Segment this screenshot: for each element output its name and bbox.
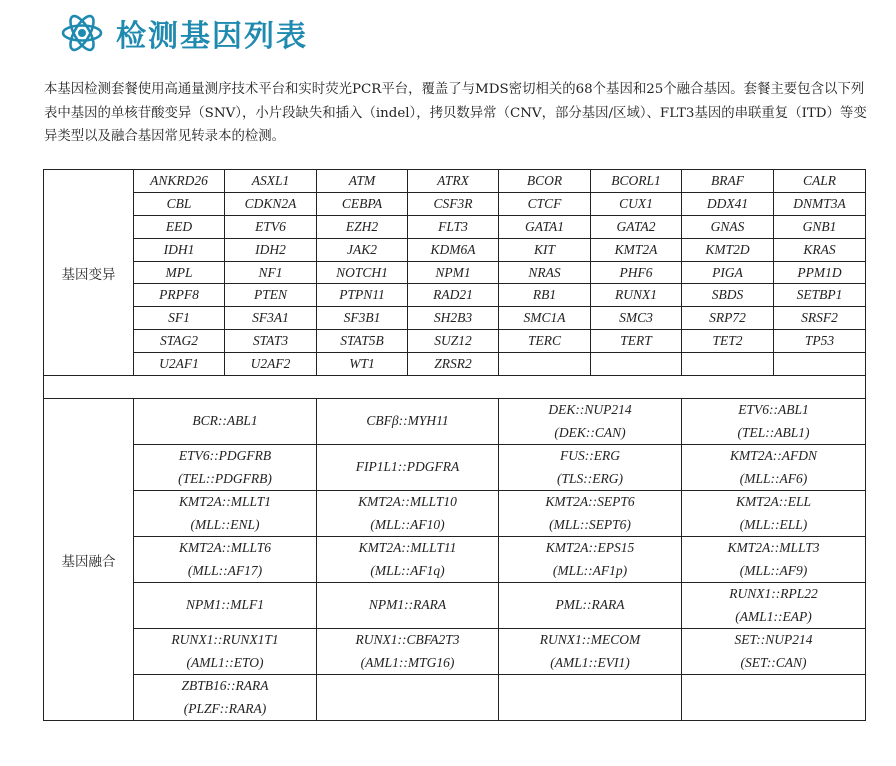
gene-cell: SRSF2 (774, 307, 866, 330)
fusion-name: RUNX1::MECOM (539, 632, 641, 648)
intro-paragraph: 本基因检测套餐使用高通量测序技术平台和实时荧光PCR平台，覆盖了与MDS密切相关的68个基因和25个融合基因。套餐主要包含以下列表中基因的单核苷酸变异（SNV），小片段缺失和插入（indel），拷贝数异常（CNV，部分基因/区域）、FLT3基因的串联重复（ITD）等变异类型以及融合基因常见转录本的检测。 (44, 82, 867, 144)
gene-cell: SETBP1 (774, 284, 866, 307)
fusion-name: KMT2A::MLLT1 (179, 494, 271, 510)
gene-cell: SMC3 (591, 307, 682, 330)
gene-cell: CBL (134, 192, 225, 215)
fusion-name: KMT2A::MLLT6 (179, 540, 271, 556)
table-row (44, 445, 866, 491)
fusion-name: RUNX1::RUNX1T1 (171, 632, 279, 648)
gene-cell: TP53 (774, 330, 866, 353)
fusion-cell (499, 537, 682, 583)
gene-cell: ASXL1 (225, 170, 317, 193)
gene-cell: ETV6 (225, 215, 317, 238)
gene-cell: PRPF8 (134, 284, 225, 307)
fusion-cell (134, 445, 317, 491)
fusion-cell (499, 445, 682, 491)
gene-cell: STAT3 (225, 330, 317, 353)
fusion-cell (682, 583, 866, 629)
fusion-name: KMT2A::MLLT11 (358, 540, 457, 556)
table-row (44, 675, 866, 721)
table-row (44, 399, 866, 445)
fusion-name: NPM1::MLF1 (186, 597, 264, 613)
gene-cell: SBDS (682, 284, 774, 307)
gene-cell: ATRX (408, 170, 499, 193)
fusion-cell (499, 675, 682, 721)
fusion-alias: (MLL::ENL) (190, 516, 260, 532)
fusion-name: BCR::ABL1 (192, 413, 258, 429)
fusion-cell (134, 583, 317, 629)
fusion-alias: (MLL::ELL) (739, 516, 808, 532)
gene-cell: BCOR (499, 170, 591, 193)
gene-cell: PTEN (225, 284, 317, 307)
gene-cell: SF3A1 (225, 307, 317, 330)
fusion-name: KMT2A::AFDN (730, 448, 817, 464)
fusion-name: NPM1::RARA (368, 597, 447, 613)
gene-cell: SMC1A (499, 307, 591, 330)
gene-cell: RUNX1 (591, 284, 682, 307)
fusion-cell (134, 399, 317, 445)
table-spacer-row (44, 376, 866, 399)
title-row (60, 8, 308, 58)
fusion-alias: (PLZF::RARA) (183, 700, 267, 716)
fusion-alias: (MLL::AF17) (187, 562, 263, 578)
gene-cell: CEBPA (317, 192, 408, 215)
gene-cell: KDM6A (408, 238, 499, 261)
table-row (44, 215, 866, 238)
gene-cell: U2AF1 (134, 353, 225, 376)
fusion-alias: (TEL::ABL1) (737, 424, 810, 440)
table-row (44, 353, 866, 376)
gene-cell: CDKN2A (225, 192, 317, 215)
fusion-cell (317, 445, 499, 491)
gene-cell: GATA1 (499, 215, 591, 238)
fusion-cell (134, 629, 317, 675)
gene-cell (682, 353, 774, 376)
fusion-cell (682, 629, 866, 675)
fusion-cell (499, 583, 682, 629)
fusion-name: FIP1L1::PDGFRA (355, 459, 460, 475)
table-row (44, 330, 866, 353)
gene-cell: KMT2D (682, 238, 774, 261)
gene-cell: WT1 (317, 353, 408, 376)
fusion-alias: (AML1::MTG16) (360, 654, 455, 670)
gene-cell: TET2 (682, 330, 774, 353)
fusion-cell (682, 445, 866, 491)
fusion-name: KMT2A::ELL (735, 494, 811, 510)
gene-cell: NRAS (499, 261, 591, 284)
gene-cell: EZH2 (317, 215, 408, 238)
table-row (44, 261, 866, 284)
gene-cell: GNB1 (774, 215, 866, 238)
gene-cell: SUZ12 (408, 330, 499, 353)
fusion-name: SET::NUP214 (734, 632, 813, 648)
fusion-alias: (MLL::AF10) (370, 516, 445, 532)
fusion-cell (682, 491, 866, 537)
page-title: 检测基因列表 (116, 19, 308, 54)
gene-cell: NOTCH1 (317, 261, 408, 284)
fusion-cell (499, 399, 682, 445)
fusion-alias: (MLL::AF1p) (552, 562, 628, 578)
gene-cell: PTPN11 (317, 284, 408, 307)
fusion-name: ETV6::ABL1 (738, 402, 809, 418)
fusion-name: KMT2A::EPS15 (545, 540, 635, 556)
gene-cell: CUX1 (591, 192, 682, 215)
fusion-alias: (DEK::CAN) (554, 424, 626, 440)
atom-icon (60, 11, 104, 55)
gene-cell: FLT3 (408, 215, 499, 238)
fusion-cell (317, 537, 499, 583)
gene-cell: BRAF (682, 170, 774, 193)
gene-cell: RB1 (499, 284, 591, 307)
fusion-name: RUNX1::CBFA2T3 (355, 632, 460, 648)
fusion-name: FUS::ERG (560, 448, 620, 464)
gene-cell: SF3B1 (317, 307, 408, 330)
fusion-cell (317, 491, 499, 537)
fusion-alias: (SET::CAN) (740, 654, 807, 670)
gene-cell: SH2B3 (408, 307, 499, 330)
gene-cell: GATA2 (591, 215, 682, 238)
gene-cell: TERC (499, 330, 591, 353)
table-row (44, 284, 866, 307)
fusion-name: DEK::NUP214 (548, 402, 632, 418)
category-label-fusion: 基因融合 (44, 399, 134, 721)
fusion-alias: (AML1::EVI1) (550, 654, 630, 670)
table-row (44, 629, 866, 675)
gene-cell: BCORL1 (591, 170, 682, 193)
gene-cell: DDX41 (682, 192, 774, 215)
gene-cell: KMT2A (591, 238, 682, 261)
gene-cell: CTCF (499, 192, 591, 215)
gene-cell: KRAS (774, 238, 866, 261)
fusion-cell (317, 583, 499, 629)
gene-cell: KIT (499, 238, 591, 261)
fusion-alias: (MLL::AF6) (739, 470, 808, 486)
category-label-mutation: 基因变异 (44, 170, 134, 376)
table-row (44, 170, 866, 193)
fusion-alias: (TEL::PDGFRB) (178, 470, 272, 486)
fusion-name: RUNX1::RPL22 (729, 586, 818, 602)
gene-cell: TERT (591, 330, 682, 353)
fusion-name: KMT2A::MLLT10 (358, 494, 457, 510)
gene-cell (774, 353, 866, 376)
gene-cell: NF1 (225, 261, 317, 284)
fusion-name: CBFβ::MYH11 (366, 413, 449, 429)
fusion-cell (134, 491, 317, 537)
fusion-cell (317, 629, 499, 675)
fusion-cell (682, 537, 866, 583)
gene-cell: PHF6 (591, 261, 682, 284)
fusion-alias: (TLS::ERG) (557, 470, 623, 486)
gene-cell: STAG2 (134, 330, 225, 353)
gene-cell: PIGA (682, 261, 774, 284)
fusion-cell (682, 675, 866, 721)
table-row (44, 491, 866, 537)
gene-cell: NPM1 (408, 261, 499, 284)
gene-cell: MPL (134, 261, 225, 284)
fusion-name: PML::RARA (555, 597, 625, 613)
table-row (44, 307, 866, 330)
gene-cell: IDH2 (225, 238, 317, 261)
gene-cell: U2AF2 (225, 353, 317, 376)
gene-table (43, 169, 866, 721)
gene-cell (499, 353, 591, 376)
table-row (44, 583, 866, 629)
fusion-cell (682, 399, 866, 445)
gene-cell: GNAS (682, 215, 774, 238)
fusion-cell (499, 491, 682, 537)
gene-cell: DNMT3A (774, 192, 866, 215)
table-row (44, 238, 866, 261)
gene-cell: ATM (317, 170, 408, 193)
gene-cell: CALR (774, 170, 866, 193)
fusion-cell (317, 399, 499, 445)
gene-cell: ANKRD26 (134, 170, 225, 193)
fusion-alias: (AML1::ETO) (186, 654, 264, 670)
gene-cell: IDH1 (134, 238, 225, 261)
fusion-alias: (MLL::AF1q) (370, 562, 445, 578)
table-row (44, 537, 866, 583)
gene-cell: STAT5B (317, 330, 408, 353)
gene-cell: SF1 (134, 307, 225, 330)
fusion-name: KMT2A::MLLT3 (727, 540, 820, 556)
fusion-cell (134, 675, 317, 721)
gene-cell: ZRSR2 (408, 353, 499, 376)
fusion-name: ETV6::PDGFRB (178, 448, 272, 464)
gene-cell: EED (134, 215, 225, 238)
fusion-cell (317, 675, 499, 721)
fusion-name: ZBTB16::RARA (181, 678, 269, 694)
gene-cell (591, 353, 682, 376)
fusion-name: KMT2A::SEPT6 (545, 494, 635, 510)
gene-cell: JAK2 (317, 238, 408, 261)
gene-cell: SRP72 (682, 307, 774, 330)
fusion-alias: (AML1::EAP) (735, 608, 812, 624)
gene-cell: RAD21 (408, 284, 499, 307)
fusion-alias: (MLL::AF9) (739, 562, 808, 578)
fusion-cell (499, 629, 682, 675)
gene-cell: CSF3R (408, 192, 499, 215)
table-row (44, 192, 866, 215)
gene-cell: PPM1D (774, 261, 866, 284)
fusion-alias: (MLL::SEPT6) (549, 516, 631, 532)
fusion-cell (134, 537, 317, 583)
